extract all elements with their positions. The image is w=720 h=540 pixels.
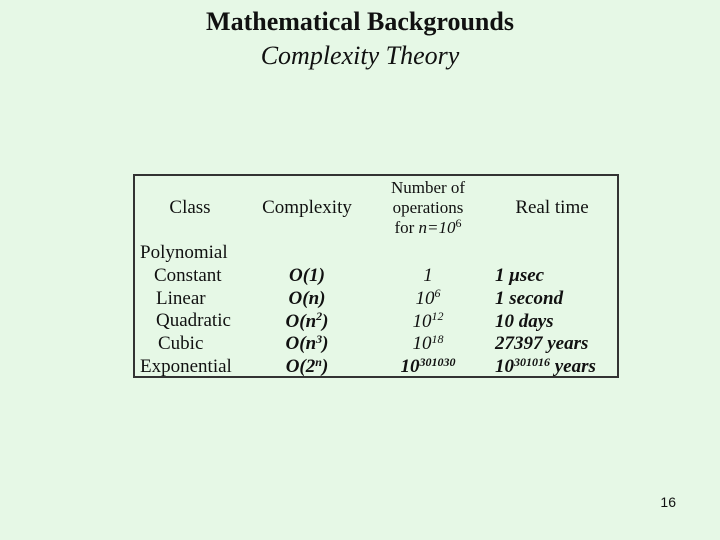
complexity-value: O(1) [289,265,325,286]
real-time-column [495,265,619,379]
class-column [137,242,243,379]
complexity-value: $O(n^2)$ [285,309,329,332]
operations-value: $10^{301030}$ [400,354,456,378]
header-operations [371,178,485,238]
class-item: Constant [154,264,222,286]
operations-value: $10^6$ [415,286,441,309]
header-operations-var: n=10 [418,218,456,237]
complexity-value: O(2$^n$) [285,354,329,378]
header-real-time: Real time [515,197,589,218]
header-operations-prefix: for [394,218,419,237]
page-number: 16 [660,494,676,510]
real-time-value: 1 second [495,287,564,309]
complexity-table [133,174,619,378]
real-time-value: 27397 years [495,333,589,355]
class-item: Exponential [140,355,232,377]
header-operations-exp: 6 [455,216,462,231]
header-class: Class [169,197,211,218]
header-operations-line2: operations [392,198,464,217]
header-operations-line1: Number of [390,178,466,197]
operations-column [371,265,485,379]
class-item: Polynomial [140,242,228,263]
slide-title: Mathematical Backgrounds [206,7,514,36]
operations-value: $10^{18}$ [412,332,444,355]
real-time-value: 10 days [495,310,554,332]
complexity-value: O(n) [288,287,326,309]
operations-value: 1 [423,265,433,286]
class-item: Cubic [158,333,204,355]
header-complexity: Complexity [262,197,352,218]
complexity-column [249,265,365,379]
header-operations-line3 [371,218,485,238]
class-item: Quadratic [156,310,231,332]
complexity-value: $O(n^3)$ [285,332,329,355]
class-item: Linear [156,287,206,309]
real-time-value: 1 μsec [495,265,545,286]
slide-subtitle: Complexity Theory [260,41,460,70]
real-time-value: $10^{301016}$ years [495,354,596,378]
operations-value: $10^{12}$ [412,309,444,332]
